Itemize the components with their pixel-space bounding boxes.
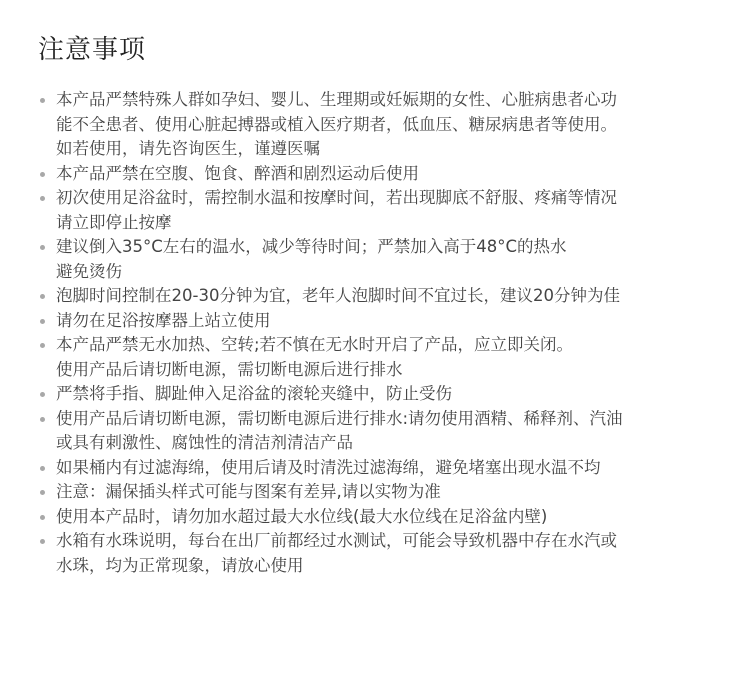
list-item (38, 309, 710, 334)
list-item (38, 186, 710, 235)
list-item (38, 456, 710, 481)
list-item (38, 88, 710, 162)
bullet-dot-icon (40, 319, 45, 324)
list-item (38, 284, 710, 309)
bullet-dot-icon (40, 196, 45, 201)
list-item-text: 本产品严禁在空腹、饱食、醉酒和剧烈运动后使用 (56, 163, 419, 183)
list-item (38, 235, 710, 284)
bullet-dot-icon (40, 515, 45, 520)
list-item-text: 严禁将手指、脚趾伸入足浴盆的滚轮夹缝中，防止受伤 (56, 384, 452, 403)
bullet-dot-icon (40, 490, 45, 495)
list-item-text: 水箱有水珠说明，每台在出厂前都经过水测试，可能会导致机器中存在水汽或 水珠，均为正常现象，请放心使用 (56, 531, 617, 575)
list-item-text: 初次使用足浴盆时，需控制水温和按摩时间，若出现脚底不舒服、疼痛等情况 请立即停止按摩 (56, 188, 617, 232)
bullet-dot-icon (40, 245, 45, 250)
list-item (38, 505, 710, 530)
list-item-text: 本产品严禁无水加热、空转;若不慎在无水时开启了产品，应立即关闭。 使用产品后请切断电源，需切断电源后进行排水 (56, 335, 574, 379)
notice-list (38, 88, 710, 578)
list-item-text: 请勿在足浴按摩器上站立使用 (56, 310, 271, 330)
list-item (38, 480, 710, 505)
list-item-text: 泡脚时间控制在20-30分钟为宜，老年人泡脚时间不宜过长，建议20分钟为佳 (56, 286, 620, 305)
list-item-text: 使用本产品时，请勿加水超过最大水位线(最大水位线在足浴盆内壁) (56, 506, 548, 526)
list-item-text: 建议倒入35°C左右的温水，减少等待时间；严禁加入高于48°C的热水 避免烫伤 (56, 237, 567, 281)
bullet-dot-icon (40, 539, 45, 544)
bullet-dot-icon (40, 98, 45, 103)
bullet-dot-icon (40, 343, 45, 348)
list-item (38, 162, 710, 187)
list-item (38, 333, 710, 382)
bullet-dot-icon (40, 417, 45, 422)
bullet-dot-icon (40, 392, 45, 397)
bullet-dot-icon (40, 466, 45, 471)
page-title: 注意事项 (38, 35, 147, 65)
list-item-text: 使用产品后请切断电源，需切断电源后进行排水:请勿使用酒精、稀释剂、汽油 或具有刺激性、腐蚀性的清洁剂清洁产品 (56, 408, 623, 452)
list-item (38, 529, 710, 578)
bullet-dot-icon (40, 294, 45, 299)
list-item (38, 407, 710, 456)
list-item-text: 注意：漏保插头样式可能与图案有差异,请以实物为准 (56, 482, 441, 501)
list-item-text: 本产品严禁特殊人群如孕妇、婴儿、生理期或妊娠期的女性、心脏病患者心功 能不全患者、使用心脏起搏器或植入医疗期者，低血压、糖尿病患者等使用。 如若使用，请先咨询医生，谨遵医嘱 (56, 90, 617, 158)
list-item (38, 382, 710, 407)
bullet-dot-icon (40, 172, 45, 177)
list-item-text: 如果桶内有过滤海绵，使用后请及时清洗过滤海绵，避免堵塞出现水温不均 (56, 457, 601, 477)
